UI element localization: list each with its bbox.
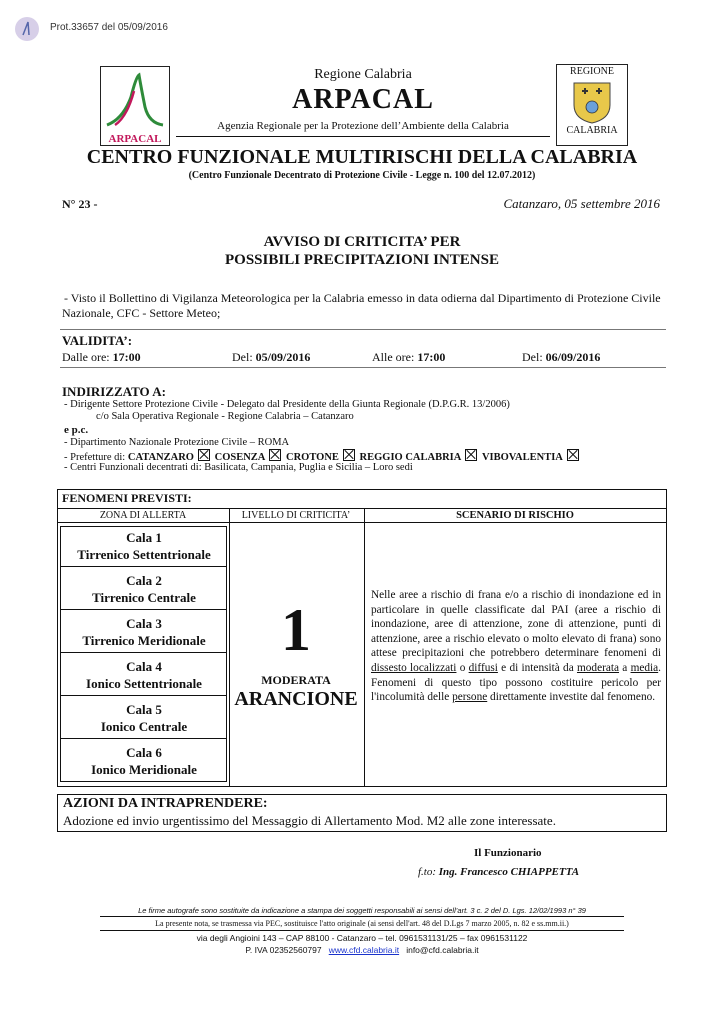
calabria-shield-icon bbox=[570, 79, 614, 125]
centre-subtitle: (Centro Funzionale Decentrato di Protezione Civile - Legge n. 100 del 12.07.2012) bbox=[188, 170, 536, 181]
checked-box-icon bbox=[567, 449, 579, 461]
zone-cell-6 bbox=[60, 744, 228, 778]
zone-cell-5 bbox=[60, 701, 228, 735]
validity-to-hour bbox=[372, 350, 445, 365]
centre-title: CENTRO FUNZIONALE MULTIRISCHI DELLA CALABRIA bbox=[86, 146, 638, 168]
scenario-text-part: o bbox=[456, 661, 469, 674]
scenario-underlined: dissesto localizzati bbox=[371, 661, 457, 674]
checked-box-icon bbox=[269, 449, 281, 461]
zone-rule bbox=[60, 652, 227, 653]
from-hour-label: Dalle ore: bbox=[62, 350, 110, 364]
zone-box-top bbox=[60, 526, 227, 527]
validity-to-date bbox=[522, 350, 600, 365]
prefettura-cosenza: COSENZA bbox=[214, 452, 266, 463]
zone-rule bbox=[60, 738, 227, 739]
scenario-underlined: diffusi bbox=[468, 661, 498, 674]
footer-rule bbox=[100, 916, 624, 917]
zone-desc: Ionico Centrale bbox=[100, 719, 188, 734]
zone-rule bbox=[60, 695, 227, 696]
from-date-label: Del: bbox=[232, 350, 253, 364]
protocol-number: Prot.33657 del 05/09/2016 bbox=[50, 22, 168, 33]
protocol-stamp bbox=[14, 16, 40, 47]
zone-desc: Tirrenico Centrale bbox=[92, 590, 196, 605]
document-number: N° 23 - bbox=[62, 197, 98, 211]
footer-address: via degli Angioini 143 – CAP 88100 - Catanzaro – tel. 0961531131/25 – fax 0961531122 bbox=[196, 933, 528, 943]
zone-cell-1 bbox=[60, 529, 228, 563]
from-date-value: 05/09/2016 bbox=[255, 350, 311, 364]
zone-cell-2 bbox=[60, 572, 228, 606]
prefetture-line bbox=[64, 449, 581, 463]
protocol-icon bbox=[14, 16, 40, 42]
phenomena-heading: FENOMENI PREVISTI: bbox=[62, 491, 192, 505]
col-zone-header: ZONA DI ALLERTA bbox=[99, 510, 187, 521]
prefettura-catanzaro: CATANZARO bbox=[127, 452, 194, 463]
zone-name: Cala 1 bbox=[126, 530, 162, 545]
checked-box-icon bbox=[343, 449, 355, 461]
address-line2: c/o Sala Operativa Regionale - Regione Calabria – Catanzaro bbox=[96, 411, 354, 422]
address-line1: - Dirigente Settore Protezione Civile - Delegato dal Presidente della Giunta Regionale (D.P.G.R. 13/2006) bbox=[64, 399, 510, 410]
seal-bottom-text: CALABRIA bbox=[566, 125, 618, 136]
scenario-underlined: moderata bbox=[576, 661, 620, 674]
col-header-rule bbox=[57, 522, 666, 523]
to-hour-value: 17:00 bbox=[417, 350, 446, 364]
criticality-level-color: ARANCIONE bbox=[234, 688, 358, 710]
zone-box-bottom bbox=[60, 781, 227, 782]
zone-cell-3 bbox=[60, 615, 228, 649]
agency-full-name: Agenzia Regionale per la Protezione dell’Ambiente della Calabria bbox=[217, 120, 509, 132]
prefettura-vibovalentia: VIBOVALENTIA bbox=[481, 452, 563, 463]
seal-top-text: REGIONE bbox=[570, 66, 614, 77]
notice-title-line1: AVVISO DI CRITICITA’ PER bbox=[263, 234, 461, 250]
arpacal-logo bbox=[100, 66, 170, 146]
regione-seal bbox=[556, 64, 628, 146]
place-date: Catanzaro, 05 settembre 2016 bbox=[503, 196, 660, 211]
validity-from-date bbox=[232, 350, 310, 365]
risk-scenario-text bbox=[371, 588, 661, 705]
checked-box-icon bbox=[198, 449, 210, 461]
address-line5: - Centri Funzionali decentrati di: Basilicata, Campania, Puglia e Sicilia – Loro sedi bbox=[64, 462, 413, 473]
footer-contacts bbox=[40, 945, 684, 955]
zone-rule bbox=[60, 609, 227, 610]
to-date-value: 06/09/2016 bbox=[545, 350, 601, 364]
signature-prefix: f.to: bbox=[418, 866, 437, 878]
scenario-text-part: . Fenomeni di questo tipo possono costituire pericolo per l'incolumità delle bbox=[371, 661, 661, 704]
validity-bottom-rule bbox=[60, 367, 666, 368]
col-scenario-header: SCENARIO DI RISCHIO bbox=[456, 510, 574, 521]
scenario-underlined: persone bbox=[452, 691, 488, 704]
actions-heading: AZIONI DA INTRAPRENDERE: bbox=[63, 796, 268, 811]
zone-name: Cala 5 bbox=[126, 702, 162, 717]
address-epc: e p.c. bbox=[64, 424, 89, 436]
scenario-underlined: media bbox=[630, 661, 659, 674]
footer-note2: La presente nota, se trasmessa via PEC, sostituisce l'atto originale (ai sensi dell'art. 48 del D.Lgs 7 marzo 2005, n. 82 e ss.mm.ii.) bbox=[155, 919, 569, 928]
criticality-level-name: MODERATA bbox=[261, 673, 331, 687]
to-hour-label: Alle ore: bbox=[372, 350, 415, 364]
footer-piva: P. IVA 02352560797 bbox=[245, 945, 322, 955]
footer-email[interactable]: info@cfd.calabria.it bbox=[406, 945, 479, 955]
to-date-label: Del: bbox=[522, 350, 543, 364]
zone-name: Cala 4 bbox=[126, 659, 162, 674]
validity-from-hour bbox=[62, 350, 141, 365]
zone-desc: Ionico Settentrionale bbox=[86, 676, 202, 691]
region-name: Regione Calabria bbox=[314, 67, 412, 82]
prefetture-label: - Prefetture di: bbox=[64, 452, 126, 463]
zone-name: Cala 2 bbox=[126, 573, 162, 588]
from-hour-value: 17:00 bbox=[112, 350, 141, 364]
zone-name: Cala 3 bbox=[126, 616, 162, 631]
actions-text: Adozione ed invio urgentissimo del Messaggio di Allertamento Mod. M2 alle zone interessate. bbox=[63, 813, 556, 828]
address-heading: INDIRIZZATO A: bbox=[62, 384, 166, 399]
signature-role: Il Funzionario bbox=[474, 847, 542, 859]
prefettura-reggio-calabria: REGGIO CALABRIA bbox=[359, 452, 462, 463]
footer-note1: Le firme autografe sono sostituite da indicazione a stampa dei soggetti responsabili ai sensi dell’art. 3 c. 2 del D. Lgs. 12/02/1993 n° 39 bbox=[138, 906, 586, 915]
zone-desc: Tirrenico Meridionale bbox=[82, 633, 206, 648]
arpacal-logo-text: ARPACAL bbox=[108, 133, 162, 145]
scenario-text-part: e di intensità da bbox=[497, 661, 577, 674]
zone-cell-4 bbox=[60, 658, 228, 692]
col-divider-2 bbox=[364, 508, 365, 786]
address-line3: - Dipartimento Nazionale Protezione Civile – ROMA bbox=[64, 437, 290, 448]
agency-name: ARPACAL bbox=[292, 84, 434, 115]
zone-desc: Ionico Meridionale bbox=[91, 762, 197, 777]
scenario-text-part: a bbox=[619, 661, 631, 674]
zone-rule bbox=[60, 566, 227, 567]
validity-top-rule bbox=[60, 329, 666, 330]
notice-title-line2: POSSIBILI PRECIPITAZIONI INTENSE bbox=[225, 252, 499, 268]
scenario-text-part: Nelle aree a rischio di frana e/o a rischio di inondazione ed in particolare in quelle classificate dal PAI (aree a rischio di inondazione, aree di attenzione, zone di attenzione, punti di attenzione, aree a rischio elevato o molto elevato di frana) sono attese precipitazioni che potrebbero determinare fenomeni di bbox=[371, 589, 661, 660]
intro-line1: - Visto il Bollettino di Vigilanza Meteorologica per la Calabria emesso in data odierna dal Dipartimento di Protezione Civile bbox=[64, 291, 661, 305]
header-rule bbox=[176, 136, 550, 137]
zone-name: Cala 6 bbox=[126, 745, 162, 760]
intro-line2: Nazionale, CFC - Settore Meteo; bbox=[62, 306, 221, 320]
phenomena-heading-rule bbox=[57, 508, 666, 509]
zone-desc: Tirrenico Settentrionale bbox=[77, 547, 211, 562]
signature-name: Ing. Francesco CHIAPPETTA bbox=[438, 866, 580, 878]
signature-line bbox=[418, 866, 579, 878]
prefettura-crotone: CROTONE bbox=[286, 452, 339, 463]
scenario-text-part: direttamente investite dal fenomeno. bbox=[487, 691, 656, 704]
footer-website-link[interactable]: www.cfd.calabria.it bbox=[328, 945, 400, 955]
col-level-header: LIVELLO DI CRITICITA’ bbox=[241, 510, 351, 521]
arpacal-logo-icon bbox=[101, 67, 169, 129]
criticality-level-number: 1 bbox=[281, 597, 311, 663]
checked-box-icon bbox=[465, 449, 477, 461]
footer-rule-2 bbox=[100, 930, 624, 931]
validity-heading: VALIDITA’: bbox=[62, 333, 133, 348]
